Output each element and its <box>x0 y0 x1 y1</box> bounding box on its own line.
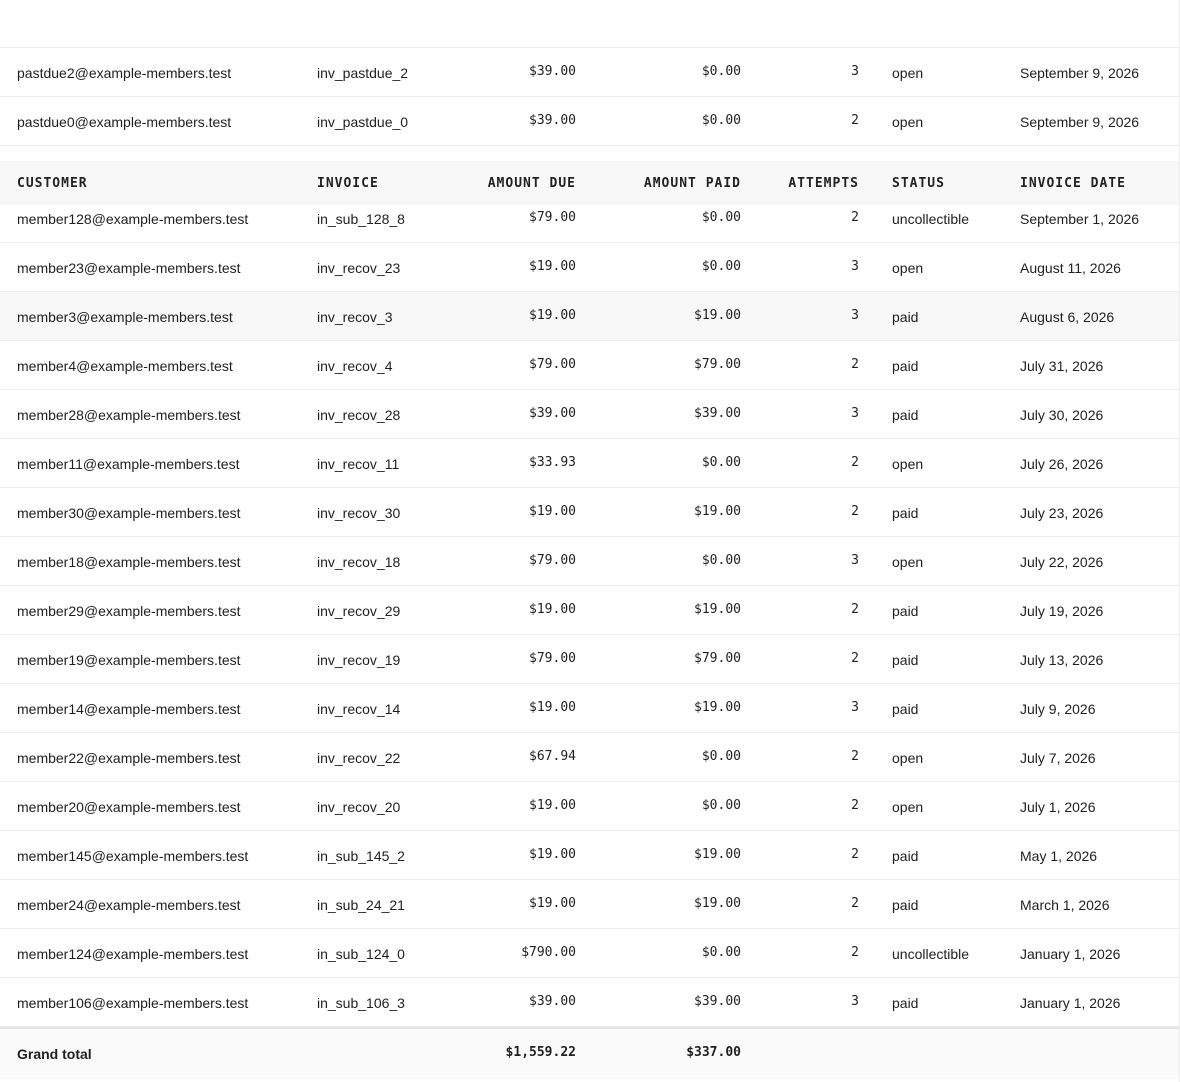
cell-invoice: inv_recov_30 <box>317 505 401 521</box>
table-row[interactable] <box>0 635 1179 684</box>
cell-invoice: inv_recov_4 <box>317 358 393 374</box>
cell-amount-paid: $0.00 <box>701 749 741 764</box>
cell-invoice-date: July 19, 2026 <box>1020 603 1104 619</box>
grand-total-row <box>0 1027 1179 1079</box>
cell-amount-due: $67.94 <box>529 749 576 764</box>
cell-customer: member11@example-members.test <box>17 456 240 472</box>
cell-invoice: inv_recov_3 <box>317 309 393 325</box>
cell-amount-paid: $0.00 <box>701 259 741 274</box>
cell-attempts: 2 <box>851 113 859 128</box>
cell-amount-paid: $19.00 <box>694 602 741 617</box>
table-row[interactable] <box>0 978 1179 1027</box>
cell-status: open <box>892 65 924 81</box>
cell-invoice: inv_recov_19 <box>317 652 401 668</box>
cell-attempts: 2 <box>851 602 859 617</box>
cell-customer: member23@example-members.test <box>17 260 241 276</box>
cell-invoice: inv_recov_14 <box>317 701 401 717</box>
cell-amount-paid: $0.00 <box>701 210 741 225</box>
cell-amount-paid: $79.00 <box>694 651 741 666</box>
cell-amount-due: $19.00 <box>529 308 576 323</box>
cell-invoice-date: July 30, 2026 <box>1020 407 1104 423</box>
cell-customer: member22@example-members.test <box>17 750 241 766</box>
cell-amount-paid: $0.00 <box>701 553 741 568</box>
cell-attempts: 2 <box>851 749 859 764</box>
cell-attempts: 3 <box>851 64 859 79</box>
table-row[interactable] <box>0 292 1179 341</box>
table-row[interactable] <box>0 782 1179 831</box>
table-row[interactable] <box>0 488 1179 537</box>
cell-amount-due: $19.00 <box>529 847 576 862</box>
cell-status: open <box>892 750 924 766</box>
cell-amount-due: $79.00 <box>529 553 576 568</box>
cell-attempts: 2 <box>851 798 859 813</box>
table-row[interactable] <box>0 537 1179 586</box>
cell-amount-paid: $0.00 <box>701 113 741 128</box>
cell-invoice: inv_recov_28 <box>317 407 401 423</box>
cell-customer: member128@example-members.test <box>17 211 249 227</box>
cell-customer: pastdue0@example-members.test <box>17 114 232 130</box>
table-row[interactable] <box>0 439 1179 488</box>
cell-amount-due: $79.00 <box>529 651 576 666</box>
cell-invoice-date: July 7, 2026 <box>1020 750 1096 766</box>
cell-amount-paid: $0.00 <box>701 455 741 470</box>
cell-status: paid <box>892 505 919 521</box>
cell-attempts: 2 <box>851 945 859 960</box>
cell-amount-paid: $79.00 <box>694 357 741 372</box>
table-row[interactable] <box>0 341 1179 390</box>
grand-total-amount-due: $1,559.22 <box>505 1045 576 1060</box>
cell-invoice-date: May 1, 2026 <box>1020 848 1098 864</box>
table-row[interactable] <box>0 390 1179 439</box>
cell-status: uncollectible <box>892 211 970 227</box>
cell-customer: member24@example-members.test <box>17 897 241 913</box>
cell-invoice-date: March 1, 2026 <box>1020 897 1110 913</box>
cell-customer: member124@example-members.test <box>17 946 249 962</box>
cell-amount-paid: $0.00 <box>701 798 741 813</box>
cell-invoice-date: August 6, 2026 <box>1020 309 1115 325</box>
cell-attempts: 2 <box>851 504 859 519</box>
cell-invoice: inv_recov_11 <box>317 456 400 472</box>
cell-status: open <box>892 799 924 815</box>
cell-customer: pastdue2@example-members.test <box>17 65 232 81</box>
cell-invoice-date: July 9, 2026 <box>1020 701 1096 717</box>
cell-invoice-date: July 13, 2026 <box>1020 652 1104 668</box>
cell-amount-paid: $39.00 <box>694 994 741 1009</box>
cell-amount-due: $33.93 <box>529 455 576 470</box>
table-row[interactable] <box>0 880 1179 929</box>
grand-total-label: Grand total <box>17 1046 92 1062</box>
column-header-customer[interactable]: CUSTOMER <box>17 176 88 191</box>
cell-status: paid <box>892 652 919 668</box>
cell-invoice: in_sub_24_21 <box>317 897 405 913</box>
table-body <box>0 205 1179 1027</box>
cell-attempts: 2 <box>851 651 859 666</box>
column-header-attempts[interactable]: ATTEMPTS <box>788 176 859 191</box>
cell-invoice: in_sub_124_0 <box>317 946 405 962</box>
cell-amount-paid: $19.00 <box>694 308 741 323</box>
column-header-invoice-date[interactable]: INVOICE DATE <box>1020 176 1126 191</box>
cell-amount-paid: $19.00 <box>694 700 741 715</box>
cell-status: open <box>892 554 924 570</box>
cell-customer: member30@example-members.test <box>17 505 241 521</box>
cell-status: paid <box>892 309 919 325</box>
table-header <box>0 161 1179 205</box>
cell-invoice-date: July 1, 2026 <box>1020 799 1096 815</box>
cell-invoice-date: September 9, 2026 <box>1020 114 1140 130</box>
cell-attempts: 3 <box>851 406 859 421</box>
cell-attempts: 3 <box>851 700 859 715</box>
cell-amount-due: $19.00 <box>529 896 576 911</box>
cell-invoice-date: July 31, 2026 <box>1020 358 1104 374</box>
table-top-strip <box>0 0 1179 48</box>
column-header-invoice[interactable]: INVOICE <box>317 176 379 191</box>
cell-amount-due: $79.00 <box>529 357 576 372</box>
cell-attempts: 3 <box>851 259 859 274</box>
table-row[interactable] <box>0 243 1179 292</box>
cell-status: open <box>892 456 924 472</box>
cell-customer: member29@example-members.test <box>17 603 241 619</box>
cell-invoice-date: July 22, 2026 <box>1020 554 1104 570</box>
cell-customer: member20@example-members.test <box>17 799 241 815</box>
cell-status: paid <box>892 848 919 864</box>
cell-attempts: 2 <box>851 847 859 862</box>
cell-customer: member18@example-members.test <box>17 554 241 570</box>
cell-attempts: 2 <box>851 896 859 911</box>
cell-invoice-date: August 11, 2026 <box>1020 260 1121 276</box>
cell-amount-paid: $39.00 <box>694 406 741 421</box>
cell-invoice: inv_recov_23 <box>317 260 401 276</box>
cell-status: uncollectible <box>892 946 970 962</box>
cell-customer: member4@example-members.test <box>17 358 233 374</box>
cell-amount-due: $39.00 <box>529 994 576 1009</box>
cell-invoice: inv_recov_29 <box>317 603 401 619</box>
cell-attempts: 3 <box>851 308 859 323</box>
cell-amount-paid: $19.00 <box>694 504 741 519</box>
cell-attempts: 2 <box>851 210 859 225</box>
cell-status: open <box>892 114 924 130</box>
table-row[interactable] <box>0 586 1179 635</box>
cell-amount-due: $39.00 <box>529 406 576 421</box>
cell-amount-due: $19.00 <box>529 259 576 274</box>
cell-amount-due: $39.00 <box>529 113 576 128</box>
cell-amount-due: $790.00 <box>521 945 576 960</box>
cell-invoice: in_sub_128_8 <box>317 211 405 227</box>
cell-invoice-date: July 23, 2026 <box>1020 505 1104 521</box>
cell-customer: member28@example-members.test <box>17 407 241 423</box>
grand-total-amount-paid: $337.00 <box>686 1045 741 1060</box>
cell-customer: member106@example-members.test <box>17 995 249 1011</box>
cell-customer: member14@example-members.test <box>17 701 241 717</box>
cell-status: paid <box>892 897 919 913</box>
cell-invoice-date: September 1, 2026 <box>1020 211 1140 227</box>
cell-invoice-date: September 9, 2026 <box>1020 65 1140 81</box>
cell-invoice: inv_recov_18 <box>317 554 401 570</box>
upper-table-body <box>0 48 1179 146</box>
table-row[interactable] <box>0 929 1179 978</box>
column-header-amount-paid[interactable]: AMOUNT PAID <box>643 176 741 191</box>
cell-amount-due: $39.00 <box>529 64 576 79</box>
cell-amount-paid: $19.00 <box>694 896 741 911</box>
cell-invoice-date: July 26, 2026 <box>1020 456 1104 472</box>
cell-attempts: 3 <box>851 994 859 1009</box>
cell-amount-due: $19.00 <box>529 700 576 715</box>
table-row[interactable] <box>0 733 1179 782</box>
cell-attempts: 2 <box>851 357 859 372</box>
cell-customer: member3@example-members.test <box>17 309 233 325</box>
column-header-amount-due[interactable]: AMOUNT DUE <box>487 176 576 191</box>
cell-invoice-date: January 1, 2026 <box>1020 995 1121 1011</box>
cell-amount-due: $19.00 <box>529 504 576 519</box>
cell-status: paid <box>892 995 919 1011</box>
table-row[interactable] <box>0 205 1179 243</box>
cell-customer: member145@example-members.test <box>17 848 249 864</box>
cell-invoice: inv_pastdue_0 <box>317 114 409 130</box>
cell-amount-due: $19.00 <box>529 602 576 617</box>
table-row[interactable] <box>0 831 1179 880</box>
column-header-status[interactable]: STATUS <box>892 176 945 191</box>
table-row[interactable] <box>0 684 1179 733</box>
table-row[interactable] <box>0 97 1179 146</box>
cell-amount-paid: $19.00 <box>694 847 741 862</box>
cell-status: paid <box>892 701 919 717</box>
cell-invoice-date: January 1, 2026 <box>1020 946 1121 962</box>
cell-attempts: 3 <box>851 553 859 568</box>
section-gap <box>0 146 1179 161</box>
cell-status: open <box>892 260 924 276</box>
cell-status: paid <box>892 603 919 619</box>
cell-invoice: in_sub_145_2 <box>317 848 405 864</box>
table-row[interactable] <box>0 48 1179 97</box>
cell-invoice: in_sub_106_3 <box>317 995 405 1011</box>
cell-invoice: inv_recov_20 <box>317 799 401 815</box>
cell-invoice: inv_recov_22 <box>317 750 401 766</box>
cell-amount-due: $19.00 <box>529 798 576 813</box>
cell-status: paid <box>892 358 919 374</box>
cell-amount-paid: $0.00 <box>701 945 741 960</box>
cell-amount-paid: $0.00 <box>701 64 741 79</box>
cell-amount-due: $79.00 <box>529 210 576 225</box>
cell-customer: member19@example-members.test <box>17 652 241 668</box>
cell-invoice: inv_pastdue_2 <box>317 65 409 81</box>
cell-status: paid <box>892 407 919 423</box>
cell-attempts: 2 <box>851 455 859 470</box>
